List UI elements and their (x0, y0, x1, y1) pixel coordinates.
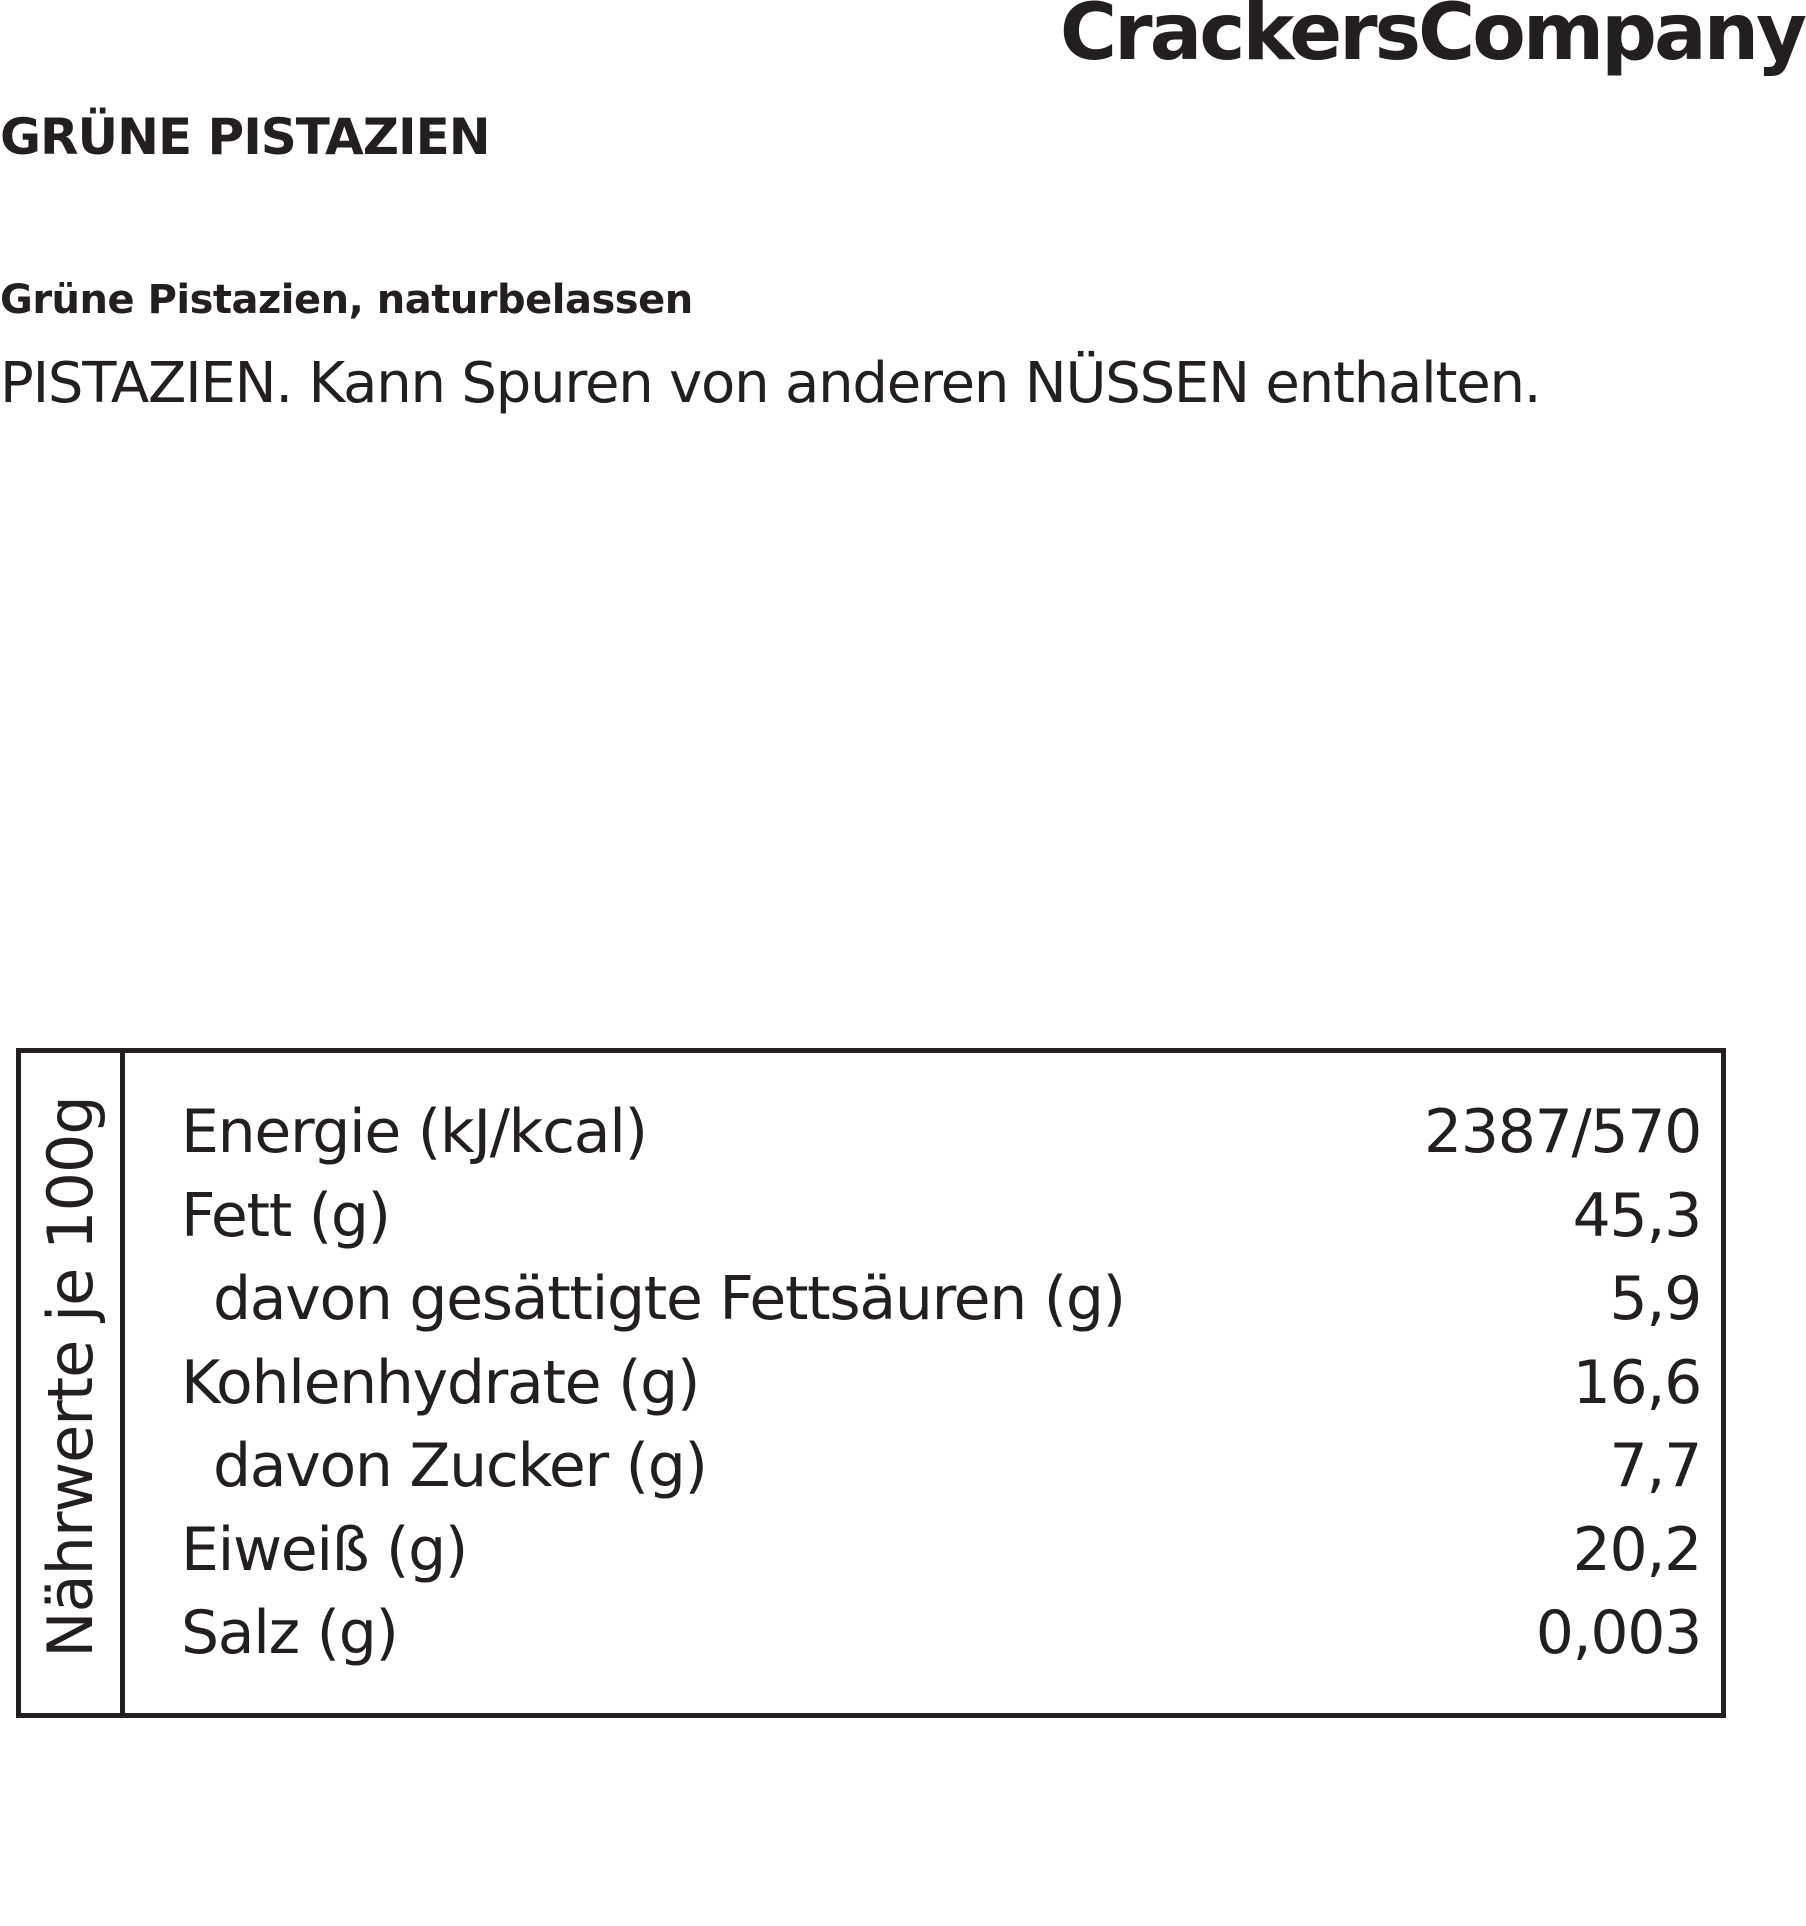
nutrition-row-fat (181, 1175, 1701, 1259)
nutrition-label: Kohlenhydrate (g) (181, 1347, 700, 1418)
nutrition-value: 45,3 (1572, 1180, 1701, 1251)
nutrition-rows (181, 1091, 1701, 1676)
nutrition-value: 2387/570 (1423, 1097, 1701, 1167)
nutrition-side-column (21, 1053, 125, 1713)
nutrition-label: davon gesättigte Fettsäuren (g) (213, 1264, 1125, 1334)
nutrition-value: 0,003 (1535, 1598, 1701, 1668)
nutrition-label: davon Zucker (g) (213, 1431, 707, 1501)
nutrition-row-saturated-fat (181, 1258, 1701, 1342)
nutrition-value: 20,2 (1572, 1514, 1701, 1585)
nutrition-table (16, 1048, 1726, 1718)
nutrition-value: 16,6 (1572, 1347, 1701, 1418)
nutrition-label: Salz (g) (181, 1598, 398, 1668)
nutrition-label: Fett (g) (181, 1180, 390, 1251)
nutrition-row-carbohydrates (181, 1342, 1701, 1426)
nutrition-label: Energie (kJ/kcal) (181, 1097, 647, 1167)
nutrition-row-salt (181, 1592, 1701, 1676)
brand-logo: CrackersCompany (1059, 0, 1804, 78)
nutrition-label: Eiweiß (g) (181, 1514, 468, 1585)
product-description: Grüne Pistazien, naturbelassen (0, 277, 693, 323)
nutrition-row-protein (181, 1509, 1701, 1593)
nutrition-row-sugar (181, 1425, 1701, 1509)
nutrition-value: 5,9 (1609, 1264, 1701, 1334)
ingredients-text: PISTAZIEN. Kann Spuren von anderen NÜSSEN enthalten. (0, 351, 1541, 416)
nutrition-value: 7,7 (1609, 1431, 1701, 1501)
product-title: GRÜNE PISTAZIEN (0, 108, 490, 166)
nutrition-row-energy (181, 1091, 1701, 1175)
nutrition-side-label: Nährwerte je 100g (33, 1096, 107, 1658)
